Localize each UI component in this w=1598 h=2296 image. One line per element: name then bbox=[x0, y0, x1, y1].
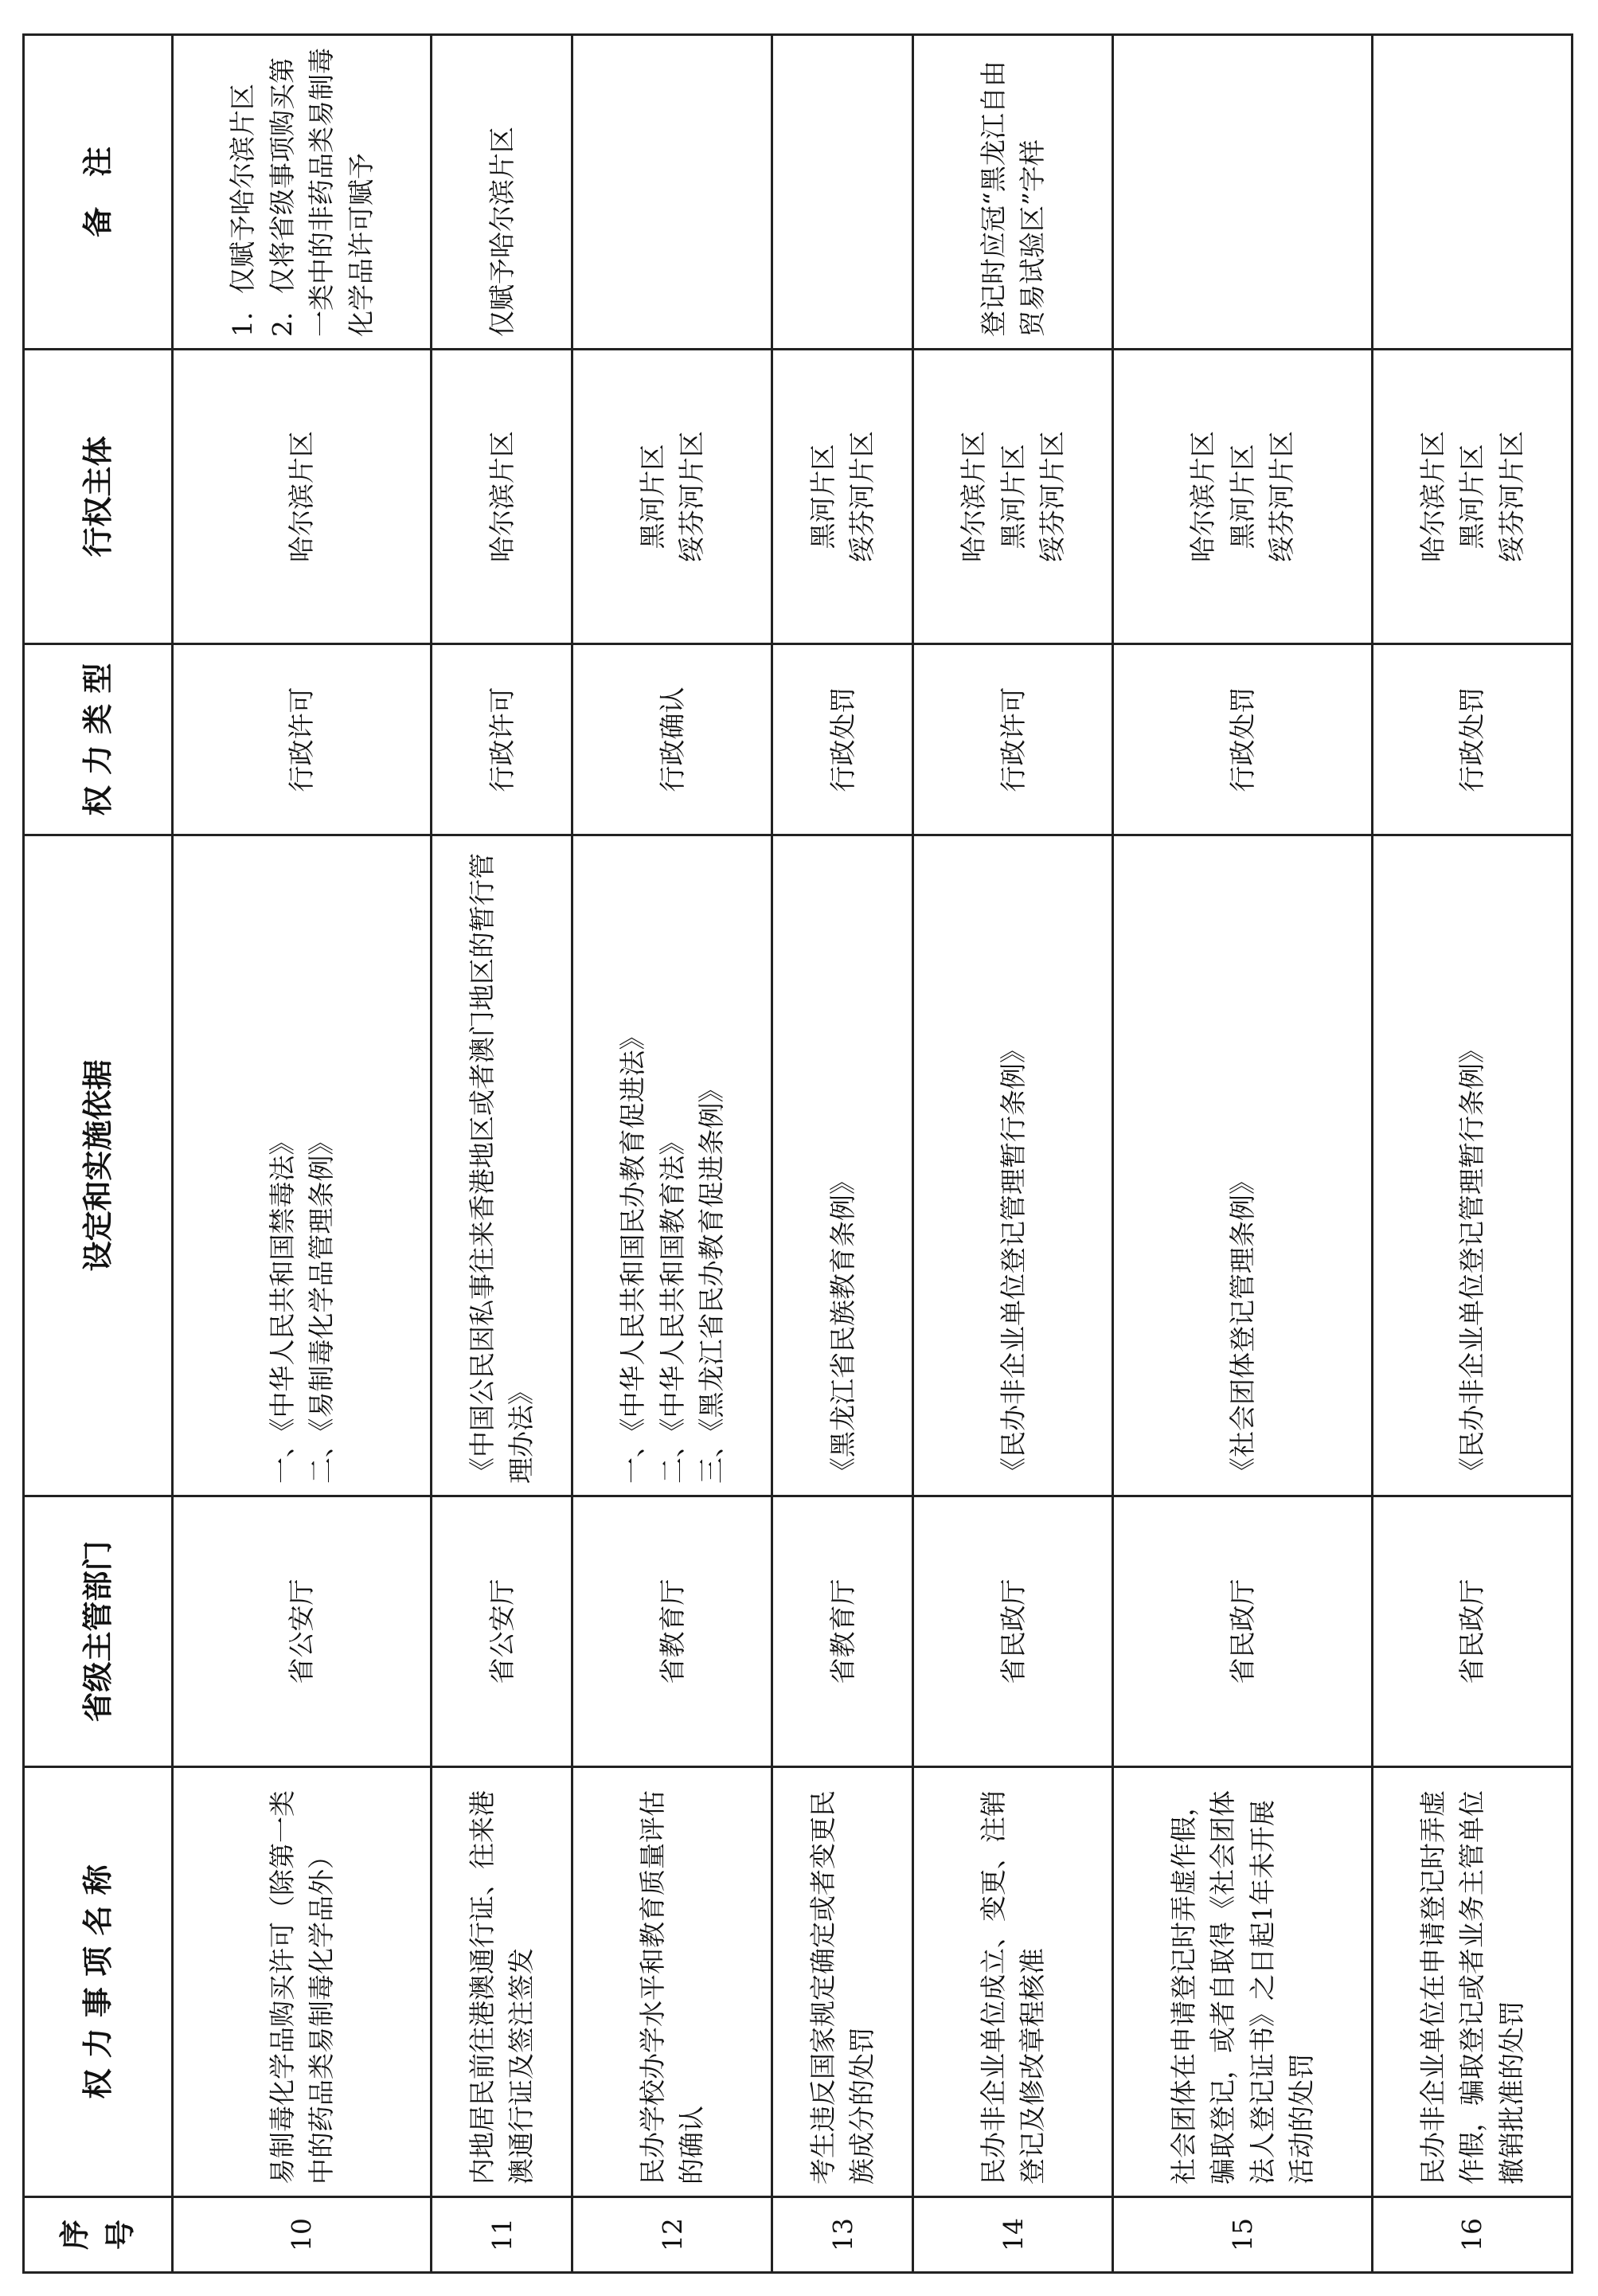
cell-basis-line: 《黑龙江省民族教育条例》 bbox=[826, 1168, 858, 1484]
power-list-table bbox=[22, 33, 1573, 2274]
cell-subject-line: 绥芬河片区 bbox=[1266, 431, 1298, 562]
header-basis: 设定和实施依据 bbox=[24, 835, 173, 1496]
cell-subject-line: 黑河片区 bbox=[636, 444, 668, 550]
cell-basis bbox=[173, 835, 432, 1496]
cell-seq: 16 bbox=[1372, 2197, 1572, 2273]
cell-dept: 省教育厅 bbox=[772, 1496, 913, 1767]
cell-subject-line: 绥芬河片区 bbox=[1037, 431, 1069, 562]
cell-seq: 10 bbox=[173, 2197, 432, 2273]
cell-dept: 省民政厅 bbox=[1372, 1496, 1572, 1767]
cell-subject-line: 哈尔滨片区 bbox=[486, 431, 518, 562]
table-row bbox=[913, 35, 1113, 2273]
cell-name: 易制毒化学品购买许可（除第一类中的药品类易制毒化学品外） bbox=[173, 1767, 432, 2197]
cell-note-line: 登记时应冠“黑龙江自由贸易试验区”字样 bbox=[977, 61, 1049, 337]
cell-name: 民办学校办学水平和教育质量评估的确认 bbox=[572, 1767, 772, 2197]
cell-subject-line: 绥芬河片区 bbox=[1495, 431, 1527, 562]
cell-dept: 省民政厅 bbox=[1113, 1496, 1372, 1767]
cell-basis-line: 三、《黑龙江省民办教育促进条例》 bbox=[696, 1076, 728, 1484]
header-type: 权 力 类 型 bbox=[24, 644, 173, 835]
cell-subject bbox=[572, 350, 772, 644]
table-row bbox=[173, 35, 432, 2273]
cell-subject-line: 哈尔滨片区 bbox=[1416, 431, 1448, 562]
cell-subject-line: 黑河片区 bbox=[1226, 444, 1258, 550]
cell-basis-line: 《中国公民因私事往来香港地区或者澳门地区的暂行管理办法》 bbox=[466, 853, 537, 1484]
cell-basis bbox=[432, 835, 572, 1496]
cell-note-line: 仅赋予哈尔滨片区 bbox=[486, 127, 518, 337]
cell-name: 内地居民前往港澳通行证、往来港澳通行证及签注签发 bbox=[432, 1767, 572, 2197]
table-row bbox=[772, 35, 913, 2273]
cell-name: 民办非企业单位成立、变更、注销登记及修改章程核准 bbox=[913, 1767, 1113, 2197]
cell-note-line: 1．仅赋予哈尔滨片区 bbox=[227, 84, 259, 337]
cell-subject bbox=[432, 350, 572, 644]
cell-subject-line: 绥芬河片区 bbox=[846, 431, 878, 562]
cell-subject-line: 黑河片区 bbox=[997, 444, 1029, 550]
cell-type: 行政处罚 bbox=[1113, 644, 1372, 835]
cell-basis-line: 二、《中华人民共和国教育法》 bbox=[656, 1128, 688, 1484]
cell-dept: 省民政厅 bbox=[913, 1496, 1113, 1767]
cell-type: 行政许可 bbox=[173, 644, 432, 835]
table-row bbox=[1372, 35, 1572, 2273]
cell-basis-line: 一、《中华人民共和国禁毒法》 bbox=[266, 1128, 298, 1484]
cell-name: 民办非企业单位在申请登记时弄虚作假，骗取登记或者业务主管单位撤销批准的处罚 bbox=[1372, 1767, 1572, 2197]
cell-seq: 12 bbox=[572, 2197, 772, 2273]
header-seq: 序号 bbox=[24, 2197, 173, 2273]
cell-seq: 13 bbox=[772, 2197, 913, 2273]
cell-type: 行政许可 bbox=[913, 644, 1113, 835]
cell-subject bbox=[772, 350, 913, 644]
cell-basis-line: 《民办非企业单位登记管理暂行条例》 bbox=[1456, 1037, 1488, 1484]
cell-basis-line: 二、《易制毒化学品管理条例》 bbox=[306, 1128, 338, 1484]
cell-subject bbox=[1372, 350, 1572, 644]
cell-subject-line: 黑河片区 bbox=[1456, 444, 1488, 550]
cell-basis-line: 《社会团体登记管理条例》 bbox=[1226, 1168, 1258, 1484]
cell-type: 行政许可 bbox=[432, 644, 572, 835]
cell-subject bbox=[913, 350, 1113, 644]
header-row bbox=[24, 35, 173, 2273]
cell-note bbox=[772, 35, 913, 350]
table-row bbox=[432, 35, 572, 2273]
cell-dept: 省公安厅 bbox=[432, 1496, 572, 1767]
cell-basis bbox=[1113, 835, 1372, 1496]
header-name: 权 力 事 项 名 称 bbox=[24, 1767, 173, 2197]
cell-note bbox=[432, 35, 572, 350]
cell-subject bbox=[1113, 350, 1372, 644]
cell-type: 行政处罚 bbox=[772, 644, 913, 835]
cell-seq: 14 bbox=[913, 2197, 1113, 2273]
cell-dept: 省公安厅 bbox=[173, 1496, 432, 1767]
cell-subject-line: 哈尔滨片区 bbox=[286, 431, 318, 562]
cell-basis-line: 《民办非企业单位登记管理暂行条例》 bbox=[997, 1037, 1029, 1484]
table-row bbox=[572, 35, 772, 2273]
cell-subject bbox=[173, 350, 432, 644]
cell-note bbox=[572, 35, 772, 350]
table-row bbox=[1113, 35, 1372, 2273]
cell-note-line: 2．仅将省级事项购买第一类中的非药品类易制毒化学品许可赋予 bbox=[266, 48, 377, 337]
cell-note bbox=[913, 35, 1113, 350]
cell-name: 考生违反国家规定确定或者变更民族成分的处罚 bbox=[772, 1767, 913, 2197]
cell-subject-line: 黑河片区 bbox=[807, 444, 838, 550]
header-note: 备 注 bbox=[24, 35, 173, 350]
cell-name: 社会团体在申请登记时弄虚作假，骗取登记，或者自取得《社会团体法人登记证书》之日起1年未开展活动的处罚 bbox=[1113, 1767, 1372, 2197]
cell-basis bbox=[772, 835, 913, 1496]
cell-seq: 15 bbox=[1113, 2197, 1372, 2273]
header-subject: 行权主体 bbox=[24, 350, 173, 644]
cell-subject-line: 绥芬河片区 bbox=[676, 431, 708, 562]
cell-subject-line: 哈尔滨片区 bbox=[1187, 431, 1219, 562]
cell-subject-line: 哈尔滨片区 bbox=[958, 431, 990, 562]
cell-note bbox=[1372, 35, 1572, 350]
cell-note bbox=[1113, 35, 1372, 350]
cell-note bbox=[173, 35, 432, 350]
cell-basis bbox=[572, 835, 772, 1496]
cell-basis bbox=[913, 835, 1113, 1496]
cell-basis-line: 一、《中华人民共和国民办教育促进法》 bbox=[617, 1023, 649, 1484]
cell-basis bbox=[1372, 835, 1572, 1496]
cell-dept: 省教育厅 bbox=[572, 1496, 772, 1767]
cell-type: 行政处罚 bbox=[1372, 644, 1572, 835]
header-dept: 省级主管部门 bbox=[24, 1496, 173, 1767]
cell-type: 行政确认 bbox=[572, 644, 772, 835]
cell-seq: 11 bbox=[432, 2197, 572, 2273]
